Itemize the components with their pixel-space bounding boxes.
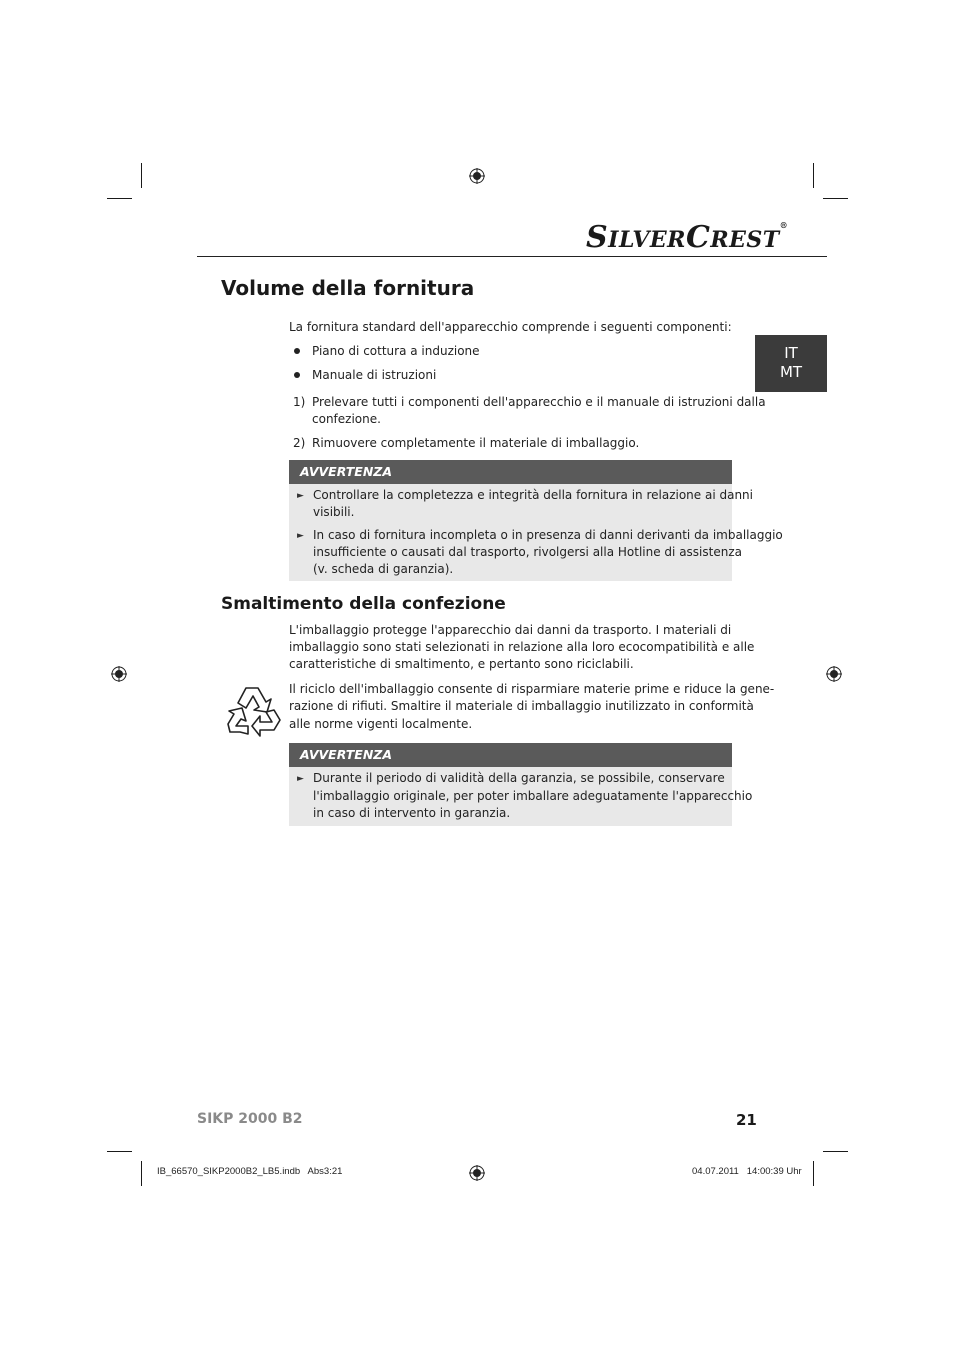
- bullet-dot: [294, 372, 300, 378]
- list-item: Manuale di istruzioni: [312, 368, 437, 382]
- body-text: imballaggio sono stati selezionati in relazione alla loro ecocompatibilità e alle: [289, 640, 755, 654]
- body-text: razione di rifiuti. Smaltire il materiale di imballaggio inutilizzato in conformità: [289, 699, 754, 713]
- crop-mark: [107, 198, 132, 199]
- print-slug-file: IB_66570_SIKP2000B2_LB5.indb Abs3:21: [157, 1166, 343, 1177]
- step-number: 2): [293, 436, 306, 450]
- arrow-bullet-icon: ►: [297, 774, 304, 784]
- registration-mark-icon: [111, 666, 127, 682]
- crop-mark: [141, 163, 142, 188]
- body-text: alle norme vigenti localmente.: [289, 717, 473, 731]
- recycle-icon: [226, 684, 284, 738]
- silvercrest-logo: SILVERCREST®: [586, 220, 789, 255]
- warning-text: (v. scheda di garanzia).: [313, 562, 454, 576]
- crop-mark: [823, 1151, 848, 1152]
- warning-text: l'imballaggio originale, per poter imballare adeguatamente l'apparecchio: [313, 789, 753, 803]
- print-slug-date: 04.07.2011 14:00:39 Uhr: [692, 1166, 802, 1177]
- warning-text: Controllare la completezza e integrità della fornitura in relazione ai danni: [313, 488, 753, 502]
- step-number: 1): [293, 395, 306, 409]
- warning-text: Durante il periodo di validità della garanzia, se possibile, conservare: [313, 771, 725, 785]
- header-rule: [197, 256, 827, 257]
- step-text: confezione.: [312, 412, 381, 426]
- language-tab-line: IT: [784, 344, 798, 362]
- section-title-disposal: Smaltimento della confezione: [221, 594, 506, 614]
- section-title-delivery: Volume della fornitura: [221, 276, 475, 300]
- step-text: Rimuovere completamente il materiale di imballaggio.: [312, 436, 640, 450]
- crop-mark: [813, 1161, 814, 1186]
- warning-text: in caso di intervento in garanzia.: [313, 806, 511, 820]
- arrow-bullet-icon: ►: [297, 491, 304, 501]
- crop-mark: [813, 163, 814, 188]
- registration-mark-icon: [469, 168, 485, 184]
- bullet-dot: [294, 348, 300, 354]
- intro-text: La fornitura standard dell'apparecchio comprende i seguenti componenti:: [289, 320, 732, 334]
- arrow-bullet-icon: ►: [297, 531, 304, 541]
- body-text: L'imballaggio protegge l'apparecchio dai danni da trasporto. I materiali di: [289, 623, 732, 637]
- body-text: Il riciclo dell'imballaggio consente di risparmiare materie prime e riduce la gene-: [289, 682, 775, 696]
- page-number: 21: [736, 1111, 757, 1129]
- registration-mark-icon: [826, 666, 842, 682]
- body-text: caratteristiche di smaltimento, e pertanto sono riciclabili.: [289, 657, 634, 671]
- crop-mark: [823, 198, 848, 199]
- warning-text: visibili.: [313, 505, 355, 519]
- model-number: SIKP 2000 B2: [197, 1111, 303, 1127]
- registration-mark-icon: [469, 1165, 485, 1181]
- crop-mark: [107, 1151, 132, 1152]
- step-text: Prelevare tutti i componenti dell'apparecchio e il manuale di istruzioni dalla: [312, 395, 766, 409]
- warning-text: insufficiente o causati dal trasporto, rivolgersi alla Hotline di assistenza: [313, 545, 742, 559]
- list-item: Piano di cottura a induzione: [312, 344, 480, 358]
- warning-heading: AVVERTENZA: [289, 743, 732, 767]
- warning-heading: AVVERTENZA: [289, 460, 732, 484]
- language-tab-line: MT: [779, 363, 803, 381]
- crop-mark: [141, 1161, 142, 1186]
- language-tab: [755, 335, 827, 392]
- warning-text: In caso di fornitura incompleta o in presenza di danni derivanti da imballaggio: [313, 528, 783, 542]
